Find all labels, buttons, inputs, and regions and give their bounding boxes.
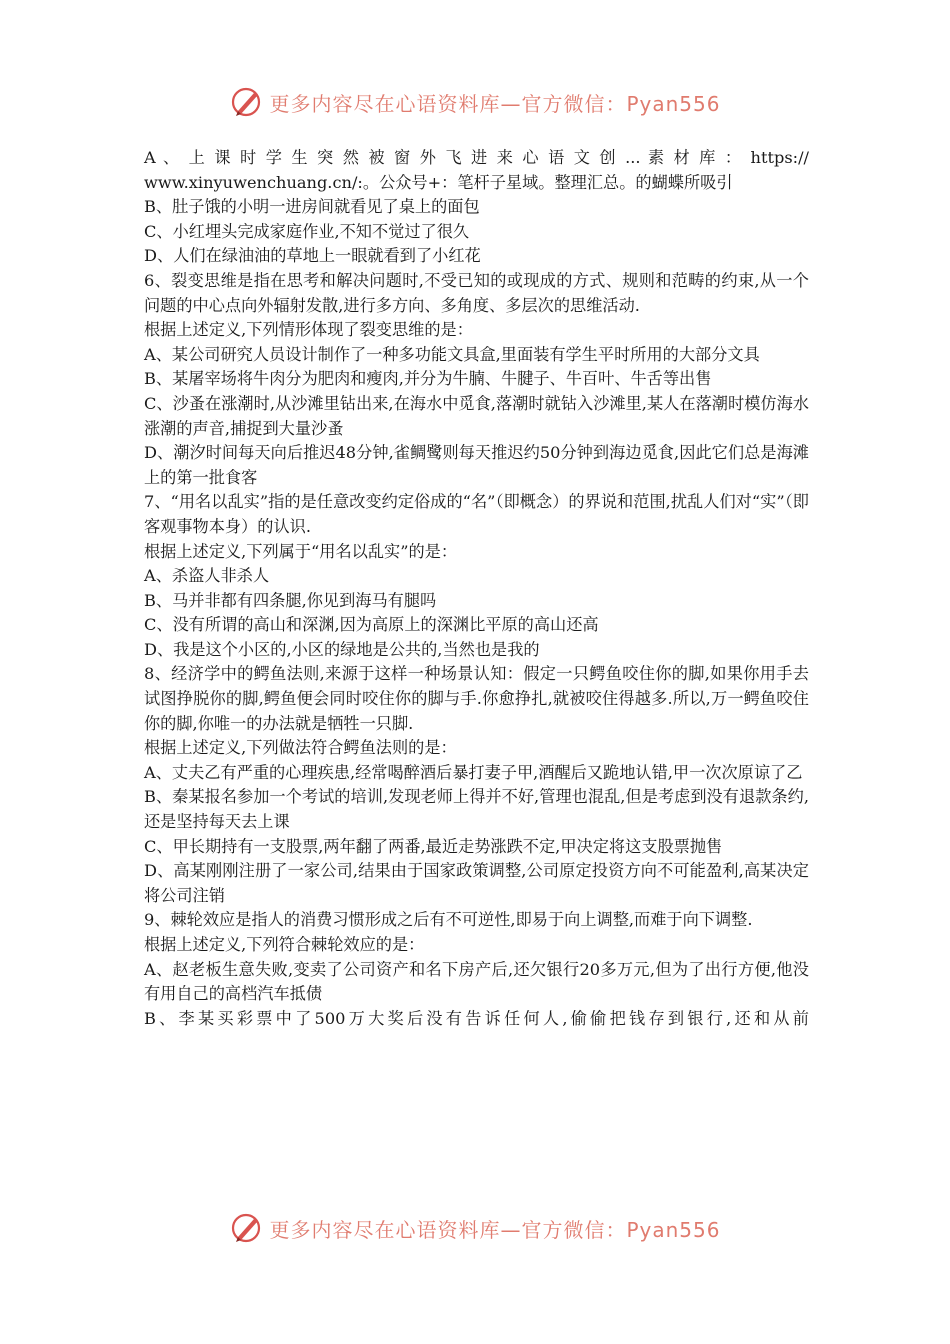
paragraph: C、甲长期持有一支股票,两年翻了两番,最近走势涨跌不定,甲决定将这支股票抛售 [144,836,723,856]
paragraph: C、小红埋头完成家庭作业,不知不觉过了很久 [144,221,470,241]
paragraph: 根据上述定义,下列属于“用名以乱实”的是： [144,541,458,561]
paragraph: 根据上述定义,下列情形体现了裂变思维的是： [144,320,473,340]
paragraph: B、肚子饿的小明一进房间就看见了桌上的面包 [144,197,480,217]
paragraph: D、高某刚刚注册了一家公司,结果由于国家政策调整,公司原定投资方向不可能盈利,高某决定将公司注销 [144,861,809,905]
paragraph: D、人们在绿油油的草地上一眼就看到了小红花 [144,246,481,266]
paragraph: A、赵老板生意失败,变卖了公司资产和名下房产后,还欠银行20多万元,但为了出行方便,他没有用自己的高档汽车抵债 [144,959,809,1004]
document-body [144,146,809,1031]
paragraph: 根据上述定义,下列做法符合鳄鱼法则的是： [144,738,457,758]
paragraph: A 、 上 课 时 学 生 突 然 被 窗 外 飞 进 来 心 语 文 创 ... 素 材 库 ： https:// [144,148,809,167]
paragraph: C、没有所谓的高山和深渊,因为高原上的深渊比平原的高山还高 [144,615,599,635]
pen-logo-icon [229,1211,263,1245]
paragraph: D、我是这个小区的,小区的绿地是公共的,当然也是我的 [144,639,540,659]
header-watermark-banner [0,82,950,122]
paragraph: D、潮汐时间每天向后推迟48分钟,雀鲷鹭则每天推迟约50分钟到海边觅食,因此它们总是海滩上的第一批食客 [144,443,809,487]
paragraph: A、杀盗人非杀人 [144,566,270,586]
pen-logo-icon [229,85,263,119]
watermark-text: 更多内容尽在心语资料库—官方微信：Pyan556 [269,91,721,116]
paragraph: 8、经济学中的鳄鱼法则,来源于这样一种场景认知：假定一只鳄鱼咬住你的脚,如果你用手去试图挣脱你的脚,鳄鱼便会同时咬住你的脚与手.你愈挣扎,就被咬住得越多.所以,万一鳄鱼咬住你的脚,你唯一的办法就是牺牲一只脚. [144,664,809,733]
footer-watermark-banner [0,1208,950,1248]
paragraph: B、秦某报名参加一个考试的培训,发现老师上得并不好,管理也混乱,但是考虑到没有退款条约,还是坚持每天去上课 [144,787,809,832]
paragraph: www.xinyuwenchuang.cn/:。公众号+：笔杆子星域。整理汇总。的蝴蝶所吸引 [144,172,733,192]
watermark-text: 更多内容尽在心语资料库—官方微信：Pyan556 [269,1217,721,1242]
paragraph: B、李某买彩票中了500万大奖后没有告诉任何人,偷偷把钱存到银行,还和从前 [144,1008,809,1028]
paragraph: 9、棘轮效应是指人的消费习惯形成之后有不可逆性,即易于向上调整,而难于向下调整. [144,910,753,930]
paragraph: A、丈夫乙有严重的心理疾患,经常喝醉酒后暴打妻子甲,酒醒后又跪地认错,甲一次次原谅了乙 [144,762,803,782]
paragraph: B、某屠宰场将牛肉分为肥肉和瘦肉,并分为牛腩、牛腱子、牛百叶、牛舌等出售 [144,369,712,389]
paragraph: B、马并非都有四条腿,你见到海马有腿吗 [144,590,437,610]
paragraph: A、某公司研究人员设计制作了一种多功能文具盒,里面装有学生平时所用的大部分文具 [144,344,760,364]
paragraph: C、沙蚤在涨潮时,从沙滩里钻出来,在海水中觅食,落潮时就钻入沙滩里,某人在落潮时模仿海水涨潮的声音,捕捉到大量沙蚤 [144,393,809,438]
paragraph: 根据上述定义,下列符合棘轮效应的是： [144,935,425,954]
paragraph: 7、“用名以乱实”指的是任意改变约定俗成的“名”（即概念）的界说和范围,扰乱人们对“实”（即客观事物本身）的认识. [144,492,809,536]
paragraph: 6、裂变思维是指在思考和解决问题时,不受已知的或现成的方式、规则和范畴的约束,从一个问题的中心点向外辐射发散,进行多方向、多角度、多层次的思维活动. [144,270,809,315]
